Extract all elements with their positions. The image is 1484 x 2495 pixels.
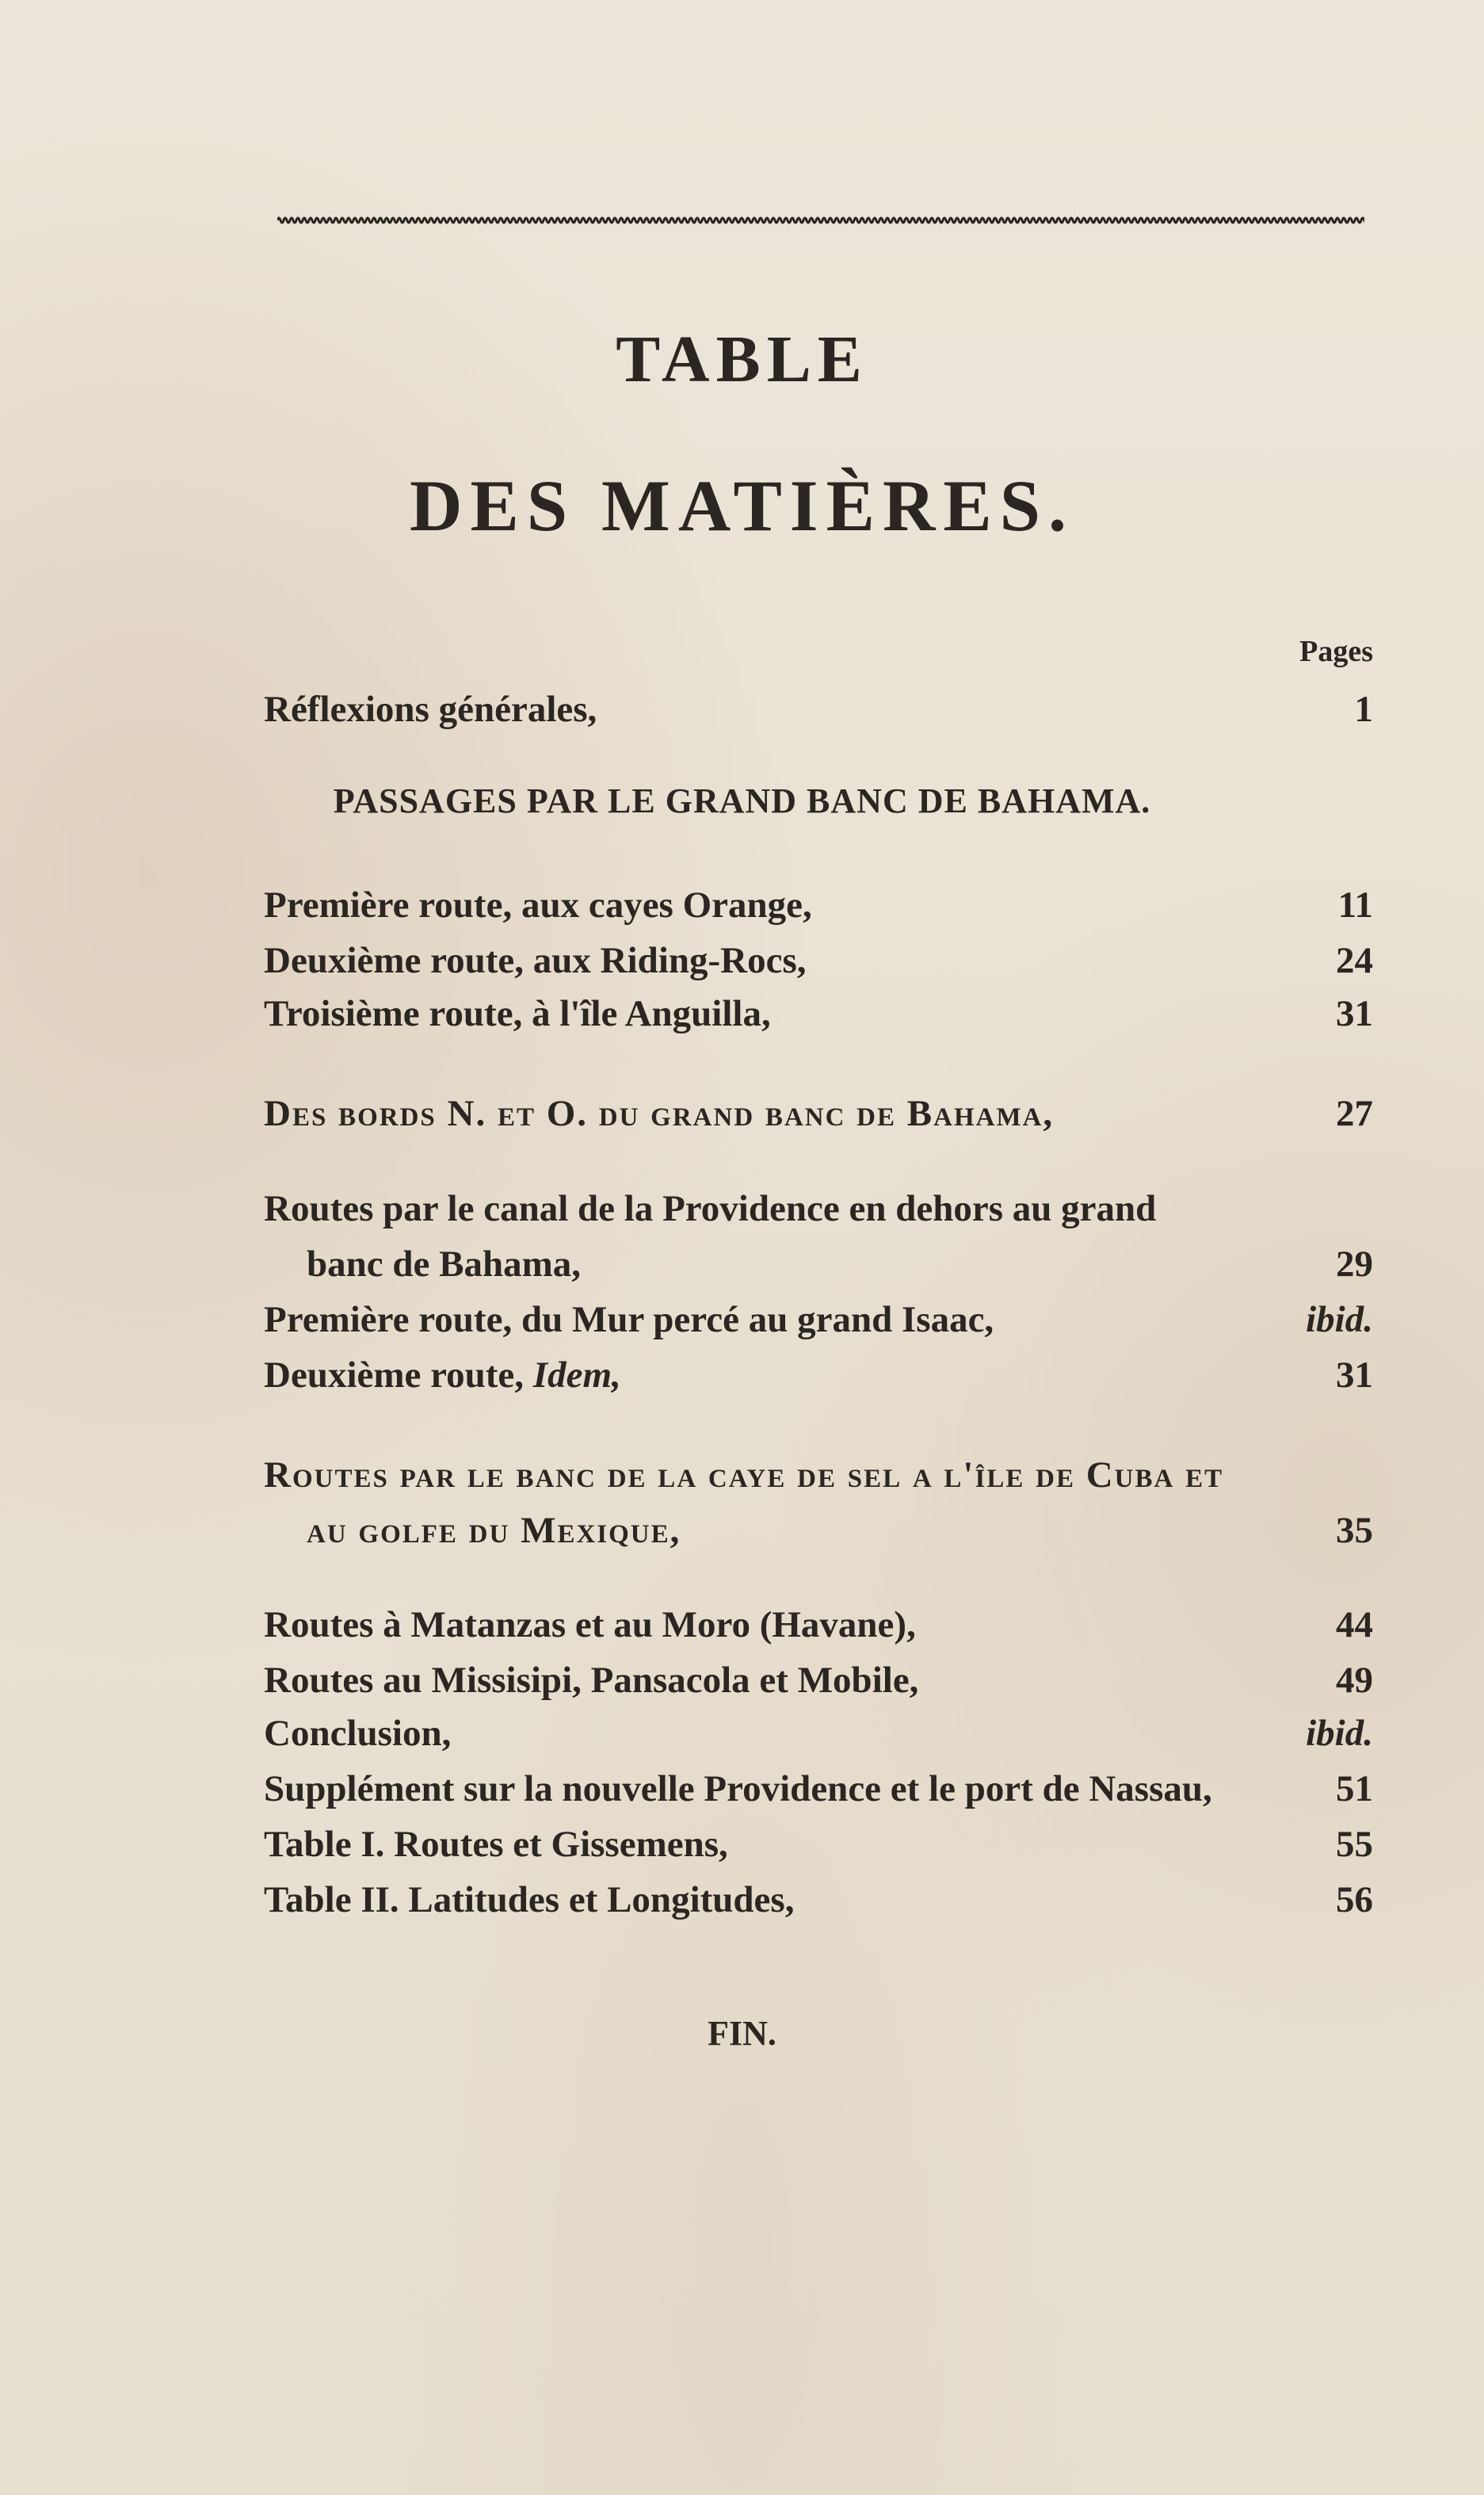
fin-marker: FIN. bbox=[708, 2014, 776, 2053]
toc-entry-text: au golfe du Mexique, bbox=[307, 1510, 681, 1551]
toc-entry-text: Première route, du Mur percé au grand Isaac, bbox=[264, 1299, 994, 1340]
toc-entry-italic: Idem, bbox=[532, 1354, 621, 1396]
toc-entry-text: Routes par le banc de la caye de sel a l'île de Cuba et bbox=[264, 1454, 1224, 1496]
toc-entry-text: Première route, aux cayes Orange, bbox=[264, 885, 812, 926]
toc-entry-text: Routes à Matanzas et au Moro (Havane), bbox=[264, 1604, 916, 1645]
toc-entry-page: 11 bbox=[1337, 885, 1373, 926]
toc-entry-bords bbox=[264, 1092, 1373, 1140]
toc-entry-canal-line2 bbox=[264, 1243, 1373, 1290]
toc-entry-page: 1 bbox=[1354, 689, 1373, 730]
toc-entry-page: 31 bbox=[1336, 993, 1373, 1034]
toc-entry-text: Des bords N. et O. du grand banc de Bahama, bbox=[264, 1093, 1055, 1134]
toc-entry-text: Troisième route, à l'île Anguilla, bbox=[264, 993, 771, 1034]
toc-entry-text: Routes par le canal de la Providence en dehors au grand bbox=[264, 1188, 1157, 1229]
toc-entry-route1 bbox=[264, 884, 1373, 931]
toc-entry-page: 29 bbox=[1336, 1244, 1373, 1285]
decorative-wavy-rule bbox=[277, 214, 1364, 227]
toc-entry-caye-line2 bbox=[264, 1509, 1373, 1557]
title-line-2: DES MATIÈRES. bbox=[410, 465, 1074, 546]
toc-entry-page: 51 bbox=[1336, 1768, 1373, 1809]
toc-entry-text: Supplément sur la nouvelle Providence et le port de Nassau, bbox=[264, 1768, 1212, 1809]
toc-entry-text: Table I. Routes et Gissemens, bbox=[264, 1824, 728, 1865]
toc-entry-page: ibid. bbox=[1306, 1299, 1373, 1340]
toc-entry-text: Conclusion, bbox=[264, 1713, 452, 1754]
toc-entry-page: 56 bbox=[1336, 1879, 1373, 1920]
toc-entry-page: 55 bbox=[1336, 1824, 1373, 1865]
toc-entry-page: 24 bbox=[1336, 940, 1373, 981]
toc-entry-conclusion bbox=[264, 1712, 1373, 1759]
toc-entry-mur bbox=[264, 1298, 1373, 1346]
toc-entry-table1 bbox=[264, 1823, 1373, 1870]
toc-entry-page: 49 bbox=[1336, 1660, 1373, 1701]
toc-entry-text: Deuxième route, aux Riding-Rocs, bbox=[264, 940, 807, 981]
toc-entry-text: Routes au Missisipi, Pansacola et Mobile, bbox=[264, 1660, 919, 1701]
title-line-1: TABLE bbox=[616, 323, 868, 396]
section-heading: PASSAGES PAR LE GRAND BANC DE BAHAMA. bbox=[333, 781, 1151, 820]
toc-entry-text bbox=[264, 1354, 621, 1397]
toc-entry-matanzas bbox=[264, 1603, 1373, 1651]
toc-entry-page: 31 bbox=[1336, 1354, 1373, 1396]
toc-entry-canal-line1 bbox=[264, 1187, 1373, 1235]
toc-entry-table2 bbox=[264, 1878, 1373, 1926]
toc-entry-page: 27 bbox=[1336, 1093, 1373, 1134]
toc-entry-page: ibid. bbox=[1306, 1713, 1373, 1754]
toc-entry-page: 44 bbox=[1336, 1604, 1373, 1645]
toc-entry-route3 bbox=[264, 992, 1373, 1040]
toc-entry-deuxieme-idem bbox=[264, 1354, 1373, 1401]
toc-entry-main: Deuxième route, bbox=[264, 1354, 525, 1396]
toc-entry-text: banc de Bahama, bbox=[307, 1244, 582, 1285]
toc-entry-text: Table II. Latitudes et Longitudes, bbox=[264, 1879, 795, 1920]
pages-column-label: Pages bbox=[1299, 635, 1373, 668]
toc-entry-text: Réflexions générales, bbox=[264, 689, 597, 730]
toc-entry-mississipi bbox=[264, 1659, 1373, 1706]
toc-entry-caye-line1 bbox=[264, 1454, 1373, 1501]
toc-entry-route2 bbox=[264, 939, 1373, 987]
toc-entry-page: 35 bbox=[1336, 1510, 1373, 1551]
toc-entry-reflexions bbox=[264, 688, 1373, 736]
toc-entry-supplement bbox=[264, 1767, 1373, 1815]
